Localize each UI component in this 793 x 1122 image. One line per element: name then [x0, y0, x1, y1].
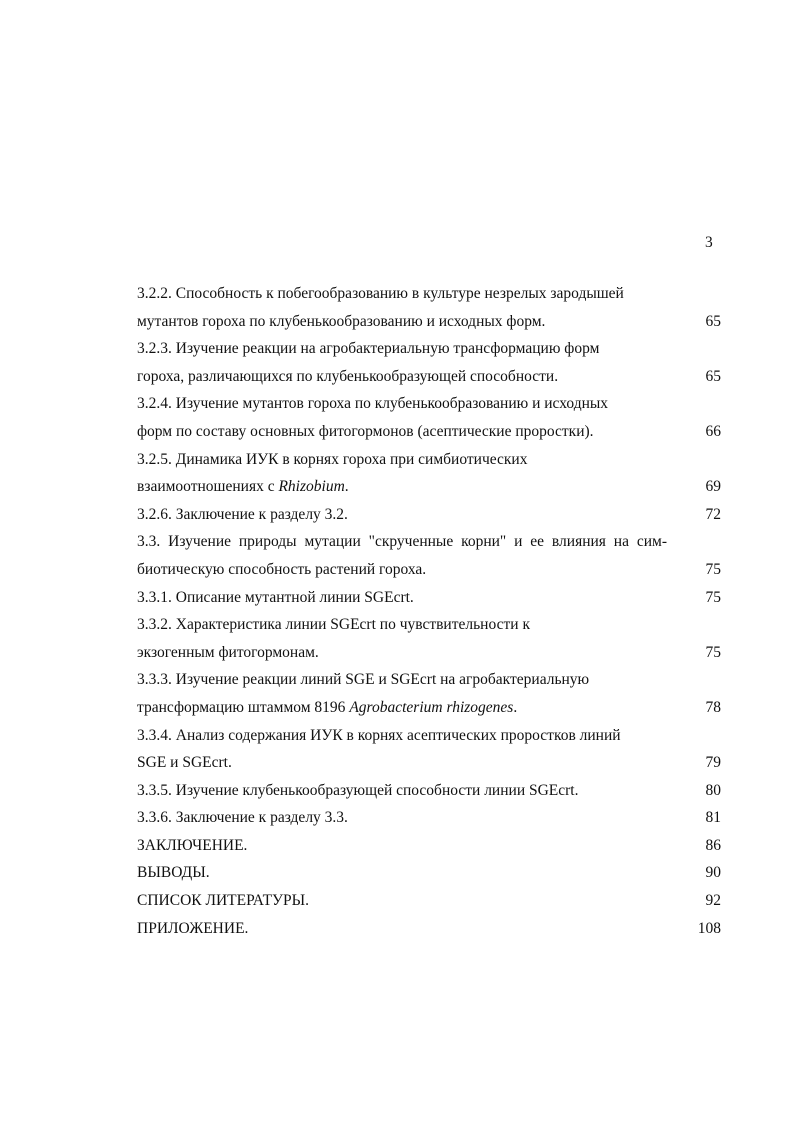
- species-name: Rhizobium: [278, 478, 345, 496]
- toc-entry-references: СПИСОК ЛИТЕРАТУРЫ. 92: [137, 887, 721, 915]
- toc-entry-3-3-2-line-2: экзогенным фитогормонам. 75: [137, 639, 721, 667]
- toc-entry-3-2-5-line-1: 3.2.5. Динамика ИУК в корнях гороха при симбиотических: [137, 450, 528, 468]
- toc-entry-3-2-5-line-2: взаимоотношениях с Rhizobium. 69: [137, 473, 721, 501]
- toc-page-number: 65: [705, 367, 721, 385]
- toc-entry-3-2-6: 3.2.6. Заключение к разделу 3.2. 72: [137, 501, 721, 529]
- toc-page-number: 92: [705, 892, 721, 910]
- toc-entry-3-2-4-line-1: 3.2.4. Изучение мутантов гороха по клубенькообразованию и исходных: [137, 395, 609, 413]
- toc-entry-3-3-2-line-1: 3.3.2. Характеристика линии SGEcrt по чувствительности к: [137, 616, 530, 634]
- toc-page-number: 72: [705, 505, 721, 523]
- toc-entry-3-3-3-line-1: 3.3.3. Изучение реакции линий SGE и SGEcrt на агробактериальную: [137, 671, 590, 689]
- toc-page-number: 75: [705, 588, 721, 606]
- toc-page-number: 65: [705, 312, 721, 330]
- toc-entry-3-2-4-line-2: форм по составу основных фитогормонов (асептические проростки). 66: [137, 418, 721, 446]
- toc-entry-3-3-4-line-1: 3.3.4. Анализ содержания ИУК в корнях асептических проростков линий: [137, 726, 621, 744]
- toc-page-number: 79: [705, 754, 721, 772]
- toc-entry-conclusion: ЗАКЛЮЧЕНИЕ. 86: [137, 832, 721, 860]
- toc-page-number: 90: [705, 864, 721, 882]
- toc-entry-3-3-6: 3.3.6. Заключение к разделу 3.3. 81: [137, 804, 721, 832]
- species-name: Agrobacterium rhizogenes: [349, 698, 514, 716]
- toc-page-number: 66: [705, 422, 721, 440]
- toc-page-number: 75: [705, 643, 721, 661]
- toc-entry-3-2-3-line-2: гороха, различающихся по клубенькообразующей способности. 65: [137, 363, 721, 391]
- toc-entry-appendix: ПРИЛОЖЕНИЕ. 108: [137, 915, 721, 943]
- toc-entry-3-2-2-line-2: мутантов гороха по клубенькообразованию и исходных форм. 65: [137, 308, 721, 336]
- table-of-contents: [137, 280, 721, 942]
- toc-page-number: 75: [705, 560, 721, 578]
- toc-page-number: 86: [705, 836, 721, 854]
- toc-entry-3-2-3-line-1: 3.2.3. Изучение реакции на агробактериальную трансформацию форм: [137, 340, 600, 358]
- toc-page-number: 81: [705, 809, 721, 827]
- toc-entry-3-3-5: 3.3.5. Изучение клубенькообразующей способности линии SGEcrt. 80: [137, 777, 721, 805]
- toc-entry-3-3-line-1: 3.3. Изучение природы мутации "скрученные корни" и ее влияния на сим-: [137, 533, 667, 551]
- toc-entry-3-3-line-2: биотическую способность растений гороха. 75: [137, 556, 721, 584]
- toc-page-number: 78: [705, 698, 721, 716]
- toc-entry-3-3-3-line-2: трансформацию штаммом 8196 Agrobacterium rhizogenes. 78: [137, 694, 721, 722]
- toc-page-number: 108: [697, 919, 721, 937]
- toc-page-number: 69: [705, 478, 721, 496]
- toc-entry-findings: ВЫВОДЫ. 90: [137, 859, 721, 887]
- toc-entry-3-3-4-line-2: SGE и SGEcrt. 79: [137, 749, 721, 777]
- toc-entry-3-2-2-line-1: 3.2.2. Способность к побегообразованию в культуре незрелых зародышей: [137, 285, 624, 302]
- toc-page-number: 80: [705, 781, 721, 799]
- toc-entry-3-3-1: 3.3.1. Описание мутантной линии SGEcrt. 75: [137, 584, 721, 612]
- page-number: 3: [705, 234, 713, 251]
